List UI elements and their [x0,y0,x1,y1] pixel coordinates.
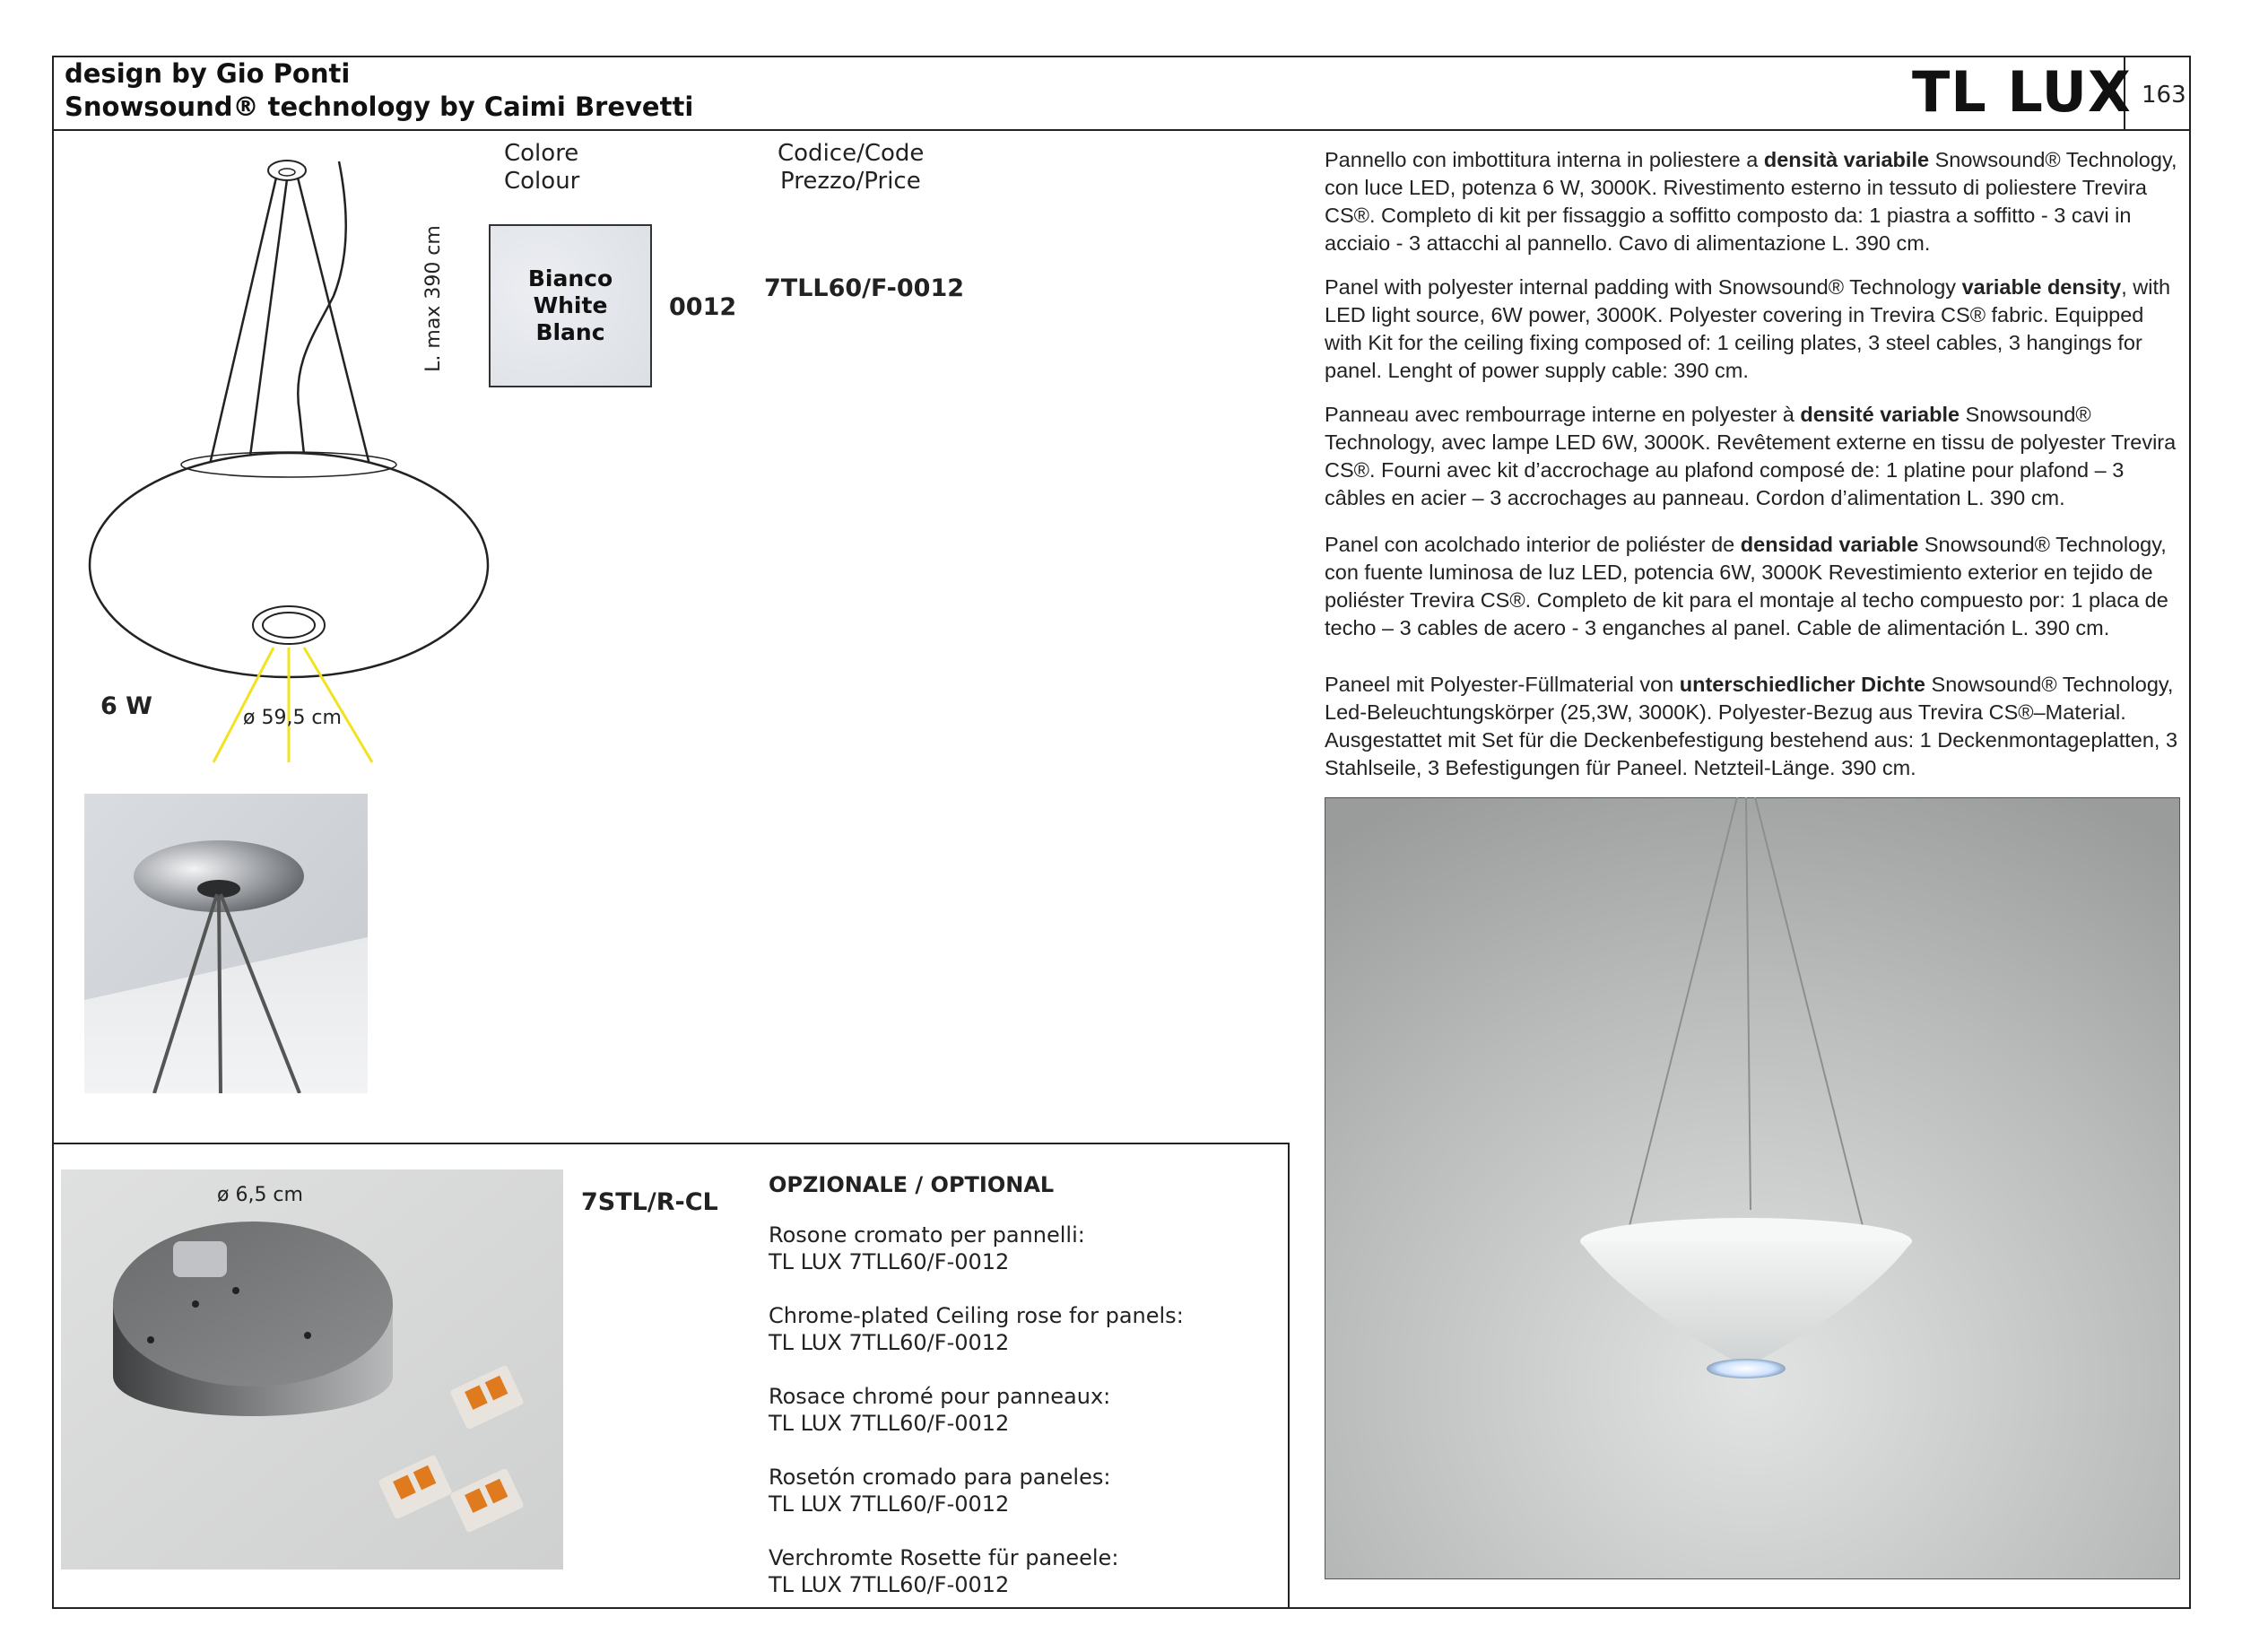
brand-title: TL LUX [1912,59,2132,125]
optional-code: 7STL/R-CL [581,1188,718,1216]
colour-label-en: Colour [504,168,580,195]
description-de: Paneel mit Polyester-Füllmaterial von unterschiedlicher Dichte Snowsound® Technology, Led-Beleuchtungskörper (25,3W, 3000K). Polyester-Bezug aus Trevira CS®–Material. Ausgestattet mit Set für die Deckenbefestigung bestehend aus: 1 Deckenmontageplatten, 3 Stahlseile, 3 Befestigungen für Paneel. Netzteil-Länge. 390 cm. [1325,673,2178,779]
power-label: 6 W [100,692,152,720]
led-ring-inner [263,613,315,638]
description-es: Panel con acolchado interior de poliéster de densidad variable Snowsound® Technology, con fuente luminosa de luz LED, potencia 6W, 3000K Revestimiento exterior en tejido de poliéster Trevira CS®. Completo de kit para el montaje al techo compuesto por: 1 placa de techo – 3 cables de acero - 3 enganches al panel. Cable de alimentación L. 390 cm. [1325,533,2168,639]
ceiling-rose-diameter: ø 6,5 cm [217,1184,303,1206]
technology-credit: Snowsound® technology by Caimi Brevetti [65,91,694,122]
colour-swatch-white [489,224,652,387]
colour-code: 0012 [669,293,737,321]
cable-length-label: L. max 390 cm [422,225,445,372]
optional-item-fr: Rosace chromé pour panneaux: TL LUX 7TLL60/F-0012 [769,1384,1111,1436]
panel-diameter-label: ø 59,5 cm [243,707,342,729]
ceiling-plate-drawing [268,161,306,180]
steel-cable-right [298,178,370,468]
ceiling-rose-photo [61,1169,563,1569]
optional-heading: OPZIONALE / OPTIONAL [769,1172,1055,1197]
optional-item-de: Verchromte Rosette für paneele: TL LUX 7TLL60/F-0012 [769,1545,1119,1597]
optional-item-it: Rosone cromato per pannelli: TL LUX 7TLL60/F-0012 [769,1222,1085,1274]
swatch-label-fr: Blanc [535,319,605,345]
colour-label-it: Colore [504,140,579,167]
pendant-product-photo [1325,797,2180,1579]
description-en: Panel with polyester internal padding with Snowsound® Technology variable density, with LED light source, 6W power, 3000K. Polyester covering in Trevira CS® fabric. Equipped with Kit for the ceiling fixing composed of: 1 ceiling plates, 3 steel cables, 3 hangings for panel. Lenght of power supply cable: 390 cm. [1325,275,2171,382]
description-it: Pannello con imbottitura interna in poliestere a densità variabile Snowsound® Technology, con luce LED, potenza 6 W, 3000K. Rivestimento esterno in tessuto di poliestere Trevira CS®. Completo di kit per fissaggio a soffitto composto da: 1 piastra a soffitto - 3 cavi in acciaio - 3 attacchi al pannello. Cavo di alimentazione L. 390 cm. [1325,148,2177,255]
steel-cable-left [209,178,276,468]
price-label: Prezzo/Price [780,168,921,195]
article-code: 7TLL60/F-0012 [764,274,965,302]
ceiling-plate-photo [84,794,368,1093]
optional-top-divider [52,1143,1290,1144]
description-fr: Panneau avec rembourrage interne en polyester à densité variable Snowsound® Technology, avec lampe LED 6W, 3000K. Revêtement externe en tissu de polyester Trevira CS®. Fourni avec kit d’accrochage au plafond composé de: 1 platine pour plafond – 3 câbles en acier – 3 accrochages au panneau. Cordon d’alimentation L. 390 cm. [1325,403,2177,509]
header-divider [52,129,2191,131]
designer-credit: design by Gio Ponti [65,58,351,89]
optional-item-es: Rosetón cromado para paneles: TL LUX 7TLL60/F-0012 [769,1465,1111,1517]
swatch-label-it: Bianco [527,265,613,291]
optional-item-en: Chrome-plated Ceiling rose for panels: TL LUX 7TLL60/F-0012 [769,1303,1184,1355]
code-label: Codice/Code [778,140,925,167]
steel-cable-center [249,179,287,463]
page-number: 163 [2142,82,2186,109]
swatch-label-en: White [533,292,608,318]
optional-right-divider [1288,1143,1290,1609]
